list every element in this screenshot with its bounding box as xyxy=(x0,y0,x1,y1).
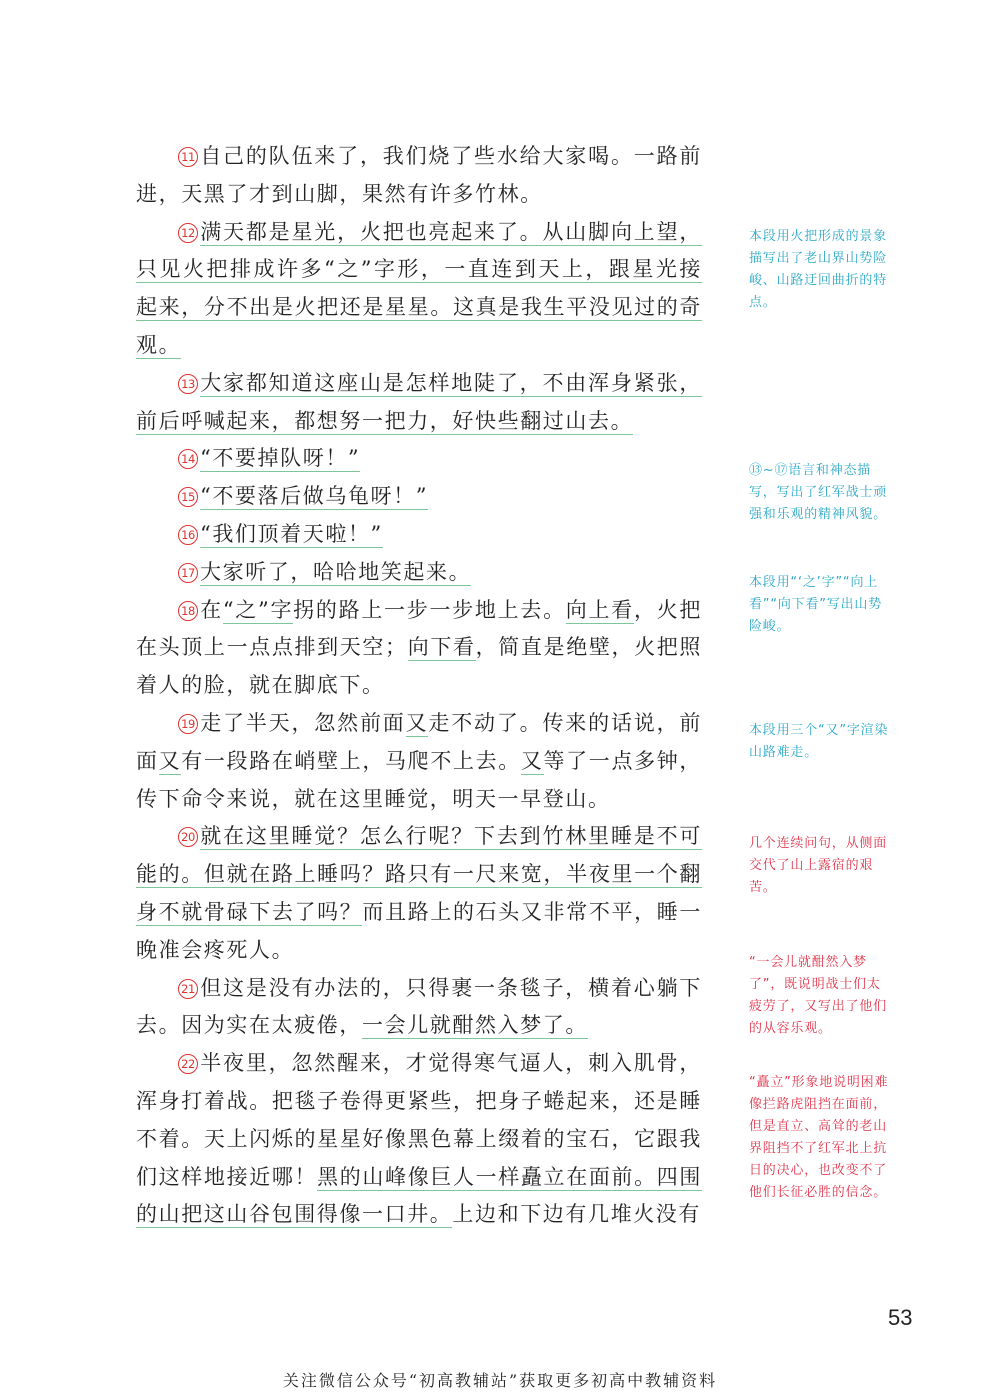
paragraph xyxy=(136,818,702,969)
paragraph xyxy=(136,478,702,516)
paragraph-number: 18 xyxy=(178,601,198,621)
paragraph xyxy=(136,138,702,214)
underlined-text: 一会儿就酣然入梦了。 xyxy=(362,1013,588,1038)
annotation-note-4: 本段用三个“又”字渲染山路难走。 xyxy=(749,723,889,760)
paragraph-number: 13 xyxy=(178,374,198,394)
paragraph xyxy=(136,592,702,705)
underlined-text: 又 xyxy=(158,748,182,773)
underlined-text: 满天都是星光，火把也亮起来了。从山脚向上望，只见火把排成许多“之”字形，一直连到天上，跟星光接起来，分不出是火把还是星星。这真是我生平没见过的奇观。 xyxy=(136,219,702,357)
underlined-text: 黑的山峰像巨人一样矗立在面前。四围的山把这山谷包围得像一口井。 xyxy=(136,1164,702,1227)
underlined-text: 大家听了，哈哈地笑起来。 xyxy=(200,559,472,584)
paragraph xyxy=(136,214,702,365)
underlined-text: 又 xyxy=(405,710,429,735)
underlined-text: 向上看 xyxy=(565,597,634,622)
paragraph xyxy=(136,365,702,441)
annotation-note-5: 几个连续问句，从侧面交代了山上露宿的艰苦。 xyxy=(749,836,888,895)
underlined-text: “不要掉队呀！” xyxy=(200,446,361,471)
underlined-text: 向下看 xyxy=(407,635,476,660)
paragraph-number: 14 xyxy=(178,449,198,469)
paragraph xyxy=(136,705,702,818)
underlined-text: 又 xyxy=(520,748,544,773)
text: ，简直是绝壁，火把照着人的脸，就在脚底下。 xyxy=(136,635,702,698)
text: 在 xyxy=(200,597,223,622)
underlined-text: 就在这里睡觉？怎么行呢？下去到竹林里睡是不可能的。但就在路上睡吗？路只有一尺来宽，半夜里一个翻身不就骨碌下去了吗？ xyxy=(136,824,702,924)
annotation-note-7: “矗立”形象地说明困难像拦路虎阻挡在面前，但是直立、高耸的老山界阻挡不了红军北上抗日的决心，也改变不了他们长征必胜的信念。 xyxy=(749,1075,889,1200)
article-body xyxy=(136,138,702,1234)
underlined-text: “之”字 xyxy=(222,597,294,622)
underlined-text: “我们顶着天啦！” xyxy=(200,521,383,546)
text: 拐的路上一步一步地上去。 xyxy=(293,597,566,622)
annotation-note-2: ⑬~⑰语言和神态描写，写出了红军战士顽强和乐观的精神风貌。 xyxy=(749,463,888,522)
text: 但这是没有办法的，只得裹一条毯子，横着心躺下去。因为实在太疲倦， xyxy=(136,975,702,1038)
underlined-text: “不要落后做乌龟呀！” xyxy=(200,484,429,509)
paragraph-number: 11 xyxy=(178,147,198,167)
paragraph-number: 22 xyxy=(178,1054,198,1074)
paragraph xyxy=(136,440,702,478)
paragraph-number: 15 xyxy=(178,487,198,507)
text: 自己的队伍来了，我们烧了些水给大家喝。一路前进，天黑了才到山脚，果然有许多竹林。 xyxy=(136,144,702,206)
paragraph-number: 17 xyxy=(178,563,198,583)
text: ，火把在头顶上一点点排到天空； xyxy=(136,597,702,660)
footer-watermark: 关注微信公众号“初高教辅站”获取更多初高中教辅资料 xyxy=(282,1371,718,1390)
paragraph-number: 16 xyxy=(178,525,198,545)
text: 有一段路在峭壁上，马爬不上去。 xyxy=(181,748,521,773)
paragraph-number: 12 xyxy=(178,223,198,243)
underlined-text: 大家都知道这座山是怎样地陡了，不由浑身紧张，前后呼喊起来，都想努一把力，好快些翻过山去。 xyxy=(136,370,702,433)
annotation-note-3: 本段用“‘之’字”“向上看”“向下看”写出山势险峻。 xyxy=(749,575,883,634)
annotation-note-1: 本段用火把形成的景象描写出了老山界山势险峻、山路迂回曲折的特点。 xyxy=(749,229,888,310)
paragraph xyxy=(136,516,702,554)
paragraph-number: 21 xyxy=(178,979,198,999)
paragraph xyxy=(136,970,702,1046)
text: 走了半天，忽然前面 xyxy=(200,710,406,735)
text: 而且路上的石头又非常不平，睡一晚准会疼死人。 xyxy=(136,899,703,962)
paragraph-number: 20 xyxy=(178,827,198,847)
paragraph-number: 19 xyxy=(178,714,198,734)
page-number: 53 xyxy=(888,1305,913,1330)
paragraph xyxy=(136,1045,702,1234)
text: 上边和下边有几堆火没有 xyxy=(452,1202,702,1227)
text: 等了一点多钟，传下命令来说，就在这里睡觉，明天一早登山。 xyxy=(136,748,702,811)
text: 走不动了。传来的话说，前面 xyxy=(136,710,702,773)
text: 半夜里，忽然醒来，才觉得寒气逼人，刺入肌骨，浑身打着战。把毯子卷得更紧些，把身子蜷起来，还是睡不着。天上闪烁的星星好像黑色幕上缀着的宝石，它跟我们这样地接近哪！ xyxy=(136,1051,702,1189)
annotation-note-6: “一会儿就酣然入梦了”，既说明战士们太疲劳了，又写出了他们的从容乐观。 xyxy=(749,955,888,1036)
paragraph xyxy=(136,554,702,592)
